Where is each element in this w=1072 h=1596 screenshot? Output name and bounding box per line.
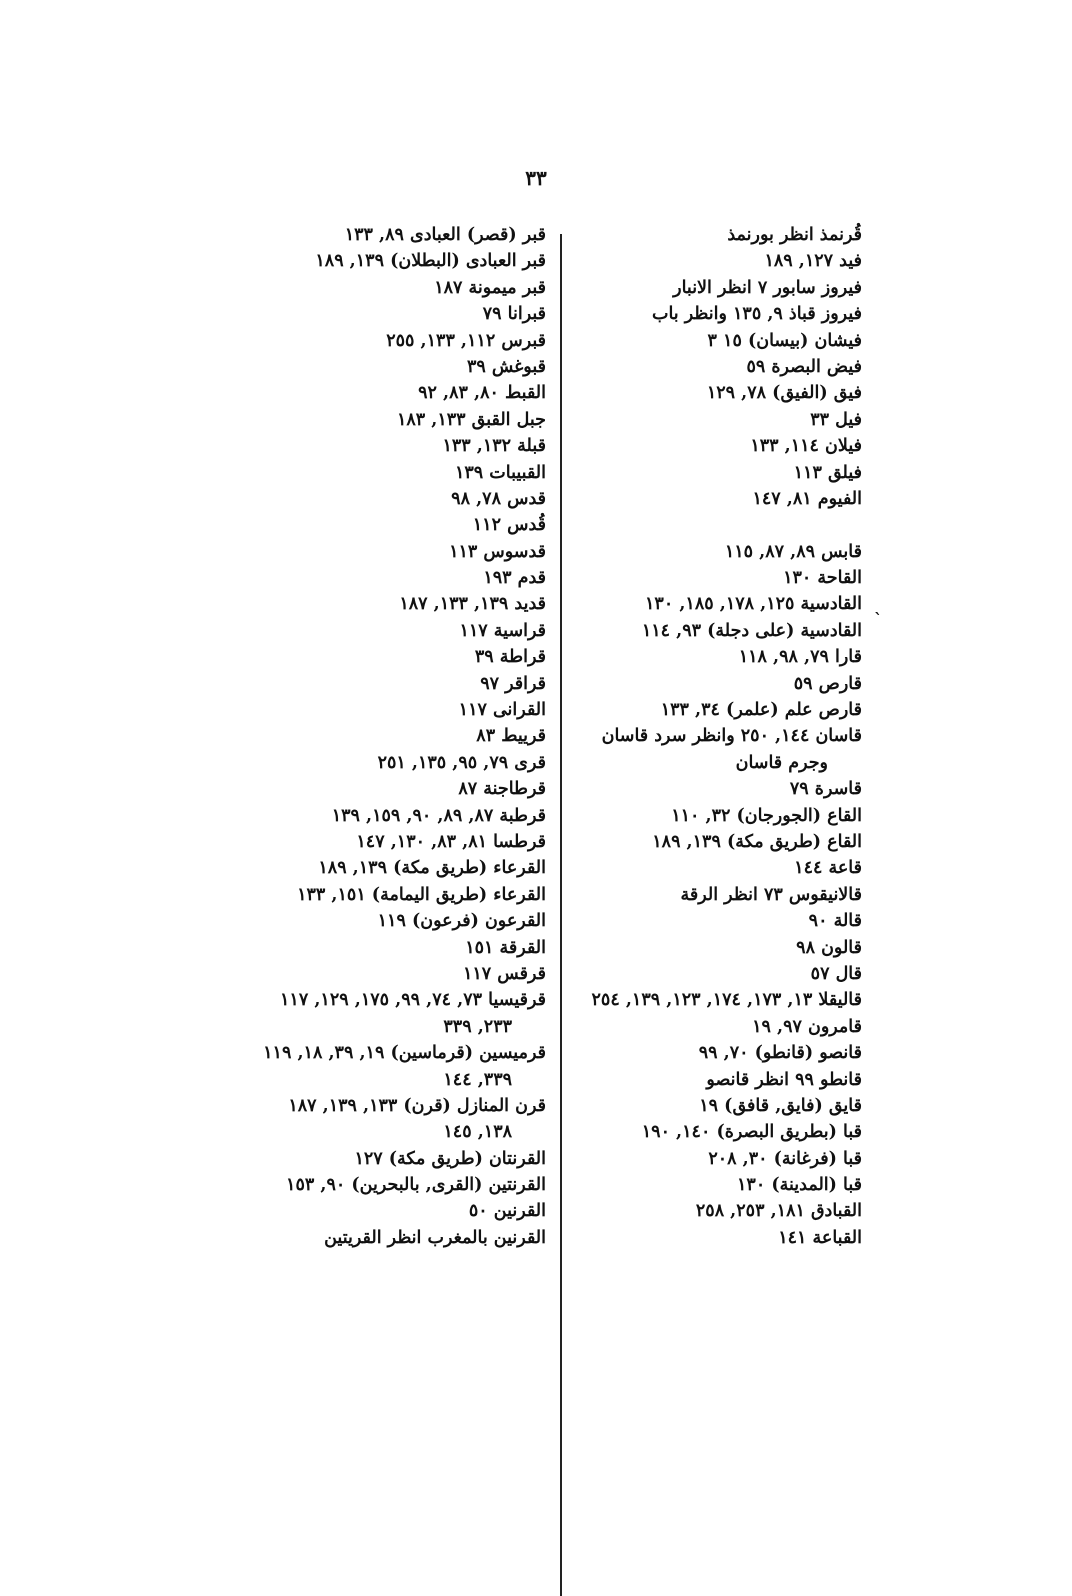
index-entry: قبوغش ٣٩ bbox=[466, 356, 546, 377]
index-entry: القرنتان (طريق مكة) ١٢٧ bbox=[354, 1148, 546, 1169]
index-entry: القرقة ١٥١ bbox=[465, 937, 546, 958]
index-entry: قارص علم (علمر) ٣٤, ١٣٣ bbox=[660, 700, 862, 721]
index-entry: قبلة ١٣٢, ١٣٣ bbox=[442, 436, 546, 457]
index-entry: قبا (بطريق البصرة) ١٤٠, ١٩٠ bbox=[641, 1122, 862, 1143]
index-entry: فيض البصرة ٥٩ bbox=[746, 356, 862, 377]
index-entry: الفيوم ٨١, ١٤٧ bbox=[752, 488, 862, 509]
column-divider bbox=[560, 234, 562, 1596]
index-entry: قايق (فايق, قافق) ١٩ bbox=[699, 1095, 862, 1116]
index-entry: قرى ٧٩, ٩٥, ١٣٥, ٢٥١ bbox=[377, 752, 546, 773]
index-entry: القرنين بالمغرب انظر القريتين bbox=[324, 1227, 546, 1248]
index-entry: القرعاء (طريق مكة) ١٣٩, ١٨٩ bbox=[318, 858, 546, 879]
index-entry: ٢٣٣, ٣٣٩ bbox=[443, 1016, 512, 1037]
index-entry: ٣٣٩, ١٤٤ bbox=[443, 1069, 512, 1090]
index-entry: فيلان ١١٤, ١٣٣ bbox=[750, 436, 862, 457]
index-entry: قبرس ١١٢, ١٣٣, ٢٥٥ bbox=[386, 330, 546, 351]
index-entry: قارا ٧٩, ٩٨, ١١٨ bbox=[738, 647, 862, 668]
index-entry: قرقيسيا ٧٣, ٧٤, ٩٩, ١٧٥, ١٢٩, ١١٧ bbox=[280, 990, 546, 1011]
index-entry: فيل ٣٣ bbox=[810, 409, 862, 430]
index-entry: قديد ١٣٩, ١٣٣, ١٨٧ bbox=[399, 594, 546, 615]
index-entry: قالانيقوس ٧٣ انظر الرقة bbox=[680, 884, 862, 905]
index-entry: قبر ميمونة ١٨٧ bbox=[434, 277, 546, 298]
index-entry: قدس ٧٨, ٩٨ bbox=[451, 488, 546, 509]
index-entry: قرييط ٨٣ bbox=[476, 726, 546, 747]
index-entry: فيق (الفيق) ٧٨, ١٢٩ bbox=[706, 383, 862, 404]
index-entry: القادسية (على دجلة) ٩٣, ١١٤ bbox=[641, 620, 862, 641]
index-entry: قرطاجنة ٨٧ bbox=[458, 779, 546, 800]
index-entry: قراطة ٣٩ bbox=[474, 647, 546, 668]
index-entry: قُدس ١١٢ bbox=[472, 515, 546, 536]
index-entry: قبر (قصر) العبادى ٨٩, ١٣٣ bbox=[344, 225, 546, 245]
index-entry: قانطو ٩٩ انظر قانصو bbox=[706, 1069, 862, 1090]
index-entry: قبر العبادى (البطلان) ١٣٩, ١٨٩ bbox=[315, 251, 546, 272]
index-entry: قُرنمذ انظر بورنمذ bbox=[727, 225, 862, 245]
index-entry: قبرانا ٧٩ bbox=[482, 304, 546, 325]
index-entry: فيروز قباذ ٩, ١٣٥ وانظر باب bbox=[651, 304, 862, 325]
index-entry: القادسية ١٢٥, ١٧٨, ١٨٥, ١٣٠ bbox=[645, 594, 862, 615]
index-entry: قرقس ١١٧ bbox=[463, 963, 546, 984]
index-entry: فيلق ١١٣ bbox=[793, 462, 862, 483]
index-entry: قانصو (قانطو) ٧٠, ٩٩ bbox=[698, 1043, 862, 1064]
index-column-right bbox=[562, 222, 862, 1251]
index-entry: قبا (فرغانة) ٣٠, ٢٠٨ bbox=[708, 1148, 862, 1169]
index-entry: القرنين ٥٠ bbox=[468, 1201, 546, 1222]
index-entry: القرانى ١١٧ bbox=[458, 700, 546, 721]
index-entry: قاعة ١٤٤ bbox=[794, 858, 862, 879]
index-column-left bbox=[256, 222, 546, 1251]
index-entry: القبط ٨٠, ٨٣, ٩٢ bbox=[418, 383, 546, 404]
index-entry: قرميسين (قرماسين) ١٩, ٣٩, ١٨, ١١٩ bbox=[263, 1043, 546, 1064]
index-entry: قابس ٨٩, ٨٧, ١١٥ bbox=[724, 541, 862, 562]
index-entry: القاحة ١٣٠ bbox=[783, 568, 862, 589]
index-entry: القرعون (فرعون) ١١٩ bbox=[377, 911, 546, 932]
index-entry: قرطسا ٨١, ٨٣, ١٣٠, ١٤٧ bbox=[356, 831, 546, 852]
index-entry: القبيبات ١٣٩ bbox=[455, 462, 546, 483]
index-entry: فيد ١٢٧, ١٨٩ bbox=[764, 251, 862, 272]
index-entry: القرعاء (طريق اليمامة) ١٥١, ١٣٣ bbox=[297, 884, 546, 905]
margin-mark: ` bbox=[874, 610, 882, 629]
index-entry: القرنتين (القرى, بالبحرين) ٩٠, ١٥٣ bbox=[286, 1175, 546, 1196]
index-entry: فيروز سابور ٧ انظر الانبار bbox=[673, 277, 862, 298]
index-entry: قدسوس ١١٣ bbox=[449, 541, 546, 562]
index-entry: قالون ٩٨ bbox=[796, 937, 862, 958]
index-entry: قاسان ١٤٤, ٢٥٠ وانظر سرد قاسان bbox=[601, 726, 862, 747]
index-entry: قال ٥٧ bbox=[810, 963, 862, 984]
index-entry: فيشان (بيسان) ١٥ ٣ bbox=[707, 330, 862, 351]
index-entry: القباعة ١٤١ bbox=[778, 1227, 862, 1248]
page-number: ٣٣ bbox=[525, 166, 547, 190]
index-entry: ١٣٨, ١٤٥ bbox=[443, 1122, 512, 1143]
index-entry: وجرم قاسان bbox=[735, 752, 828, 773]
index-entry: القبادق ١٨١, ٢٥٣, ٢٥٨ bbox=[695, 1201, 862, 1222]
index-entry: قاسرة ٧٩ bbox=[789, 779, 862, 800]
index-entry: القاع (طريق مكة) ١٣٩, ١٨٩ bbox=[652, 831, 862, 852]
index-entry: قامرون ٩٧, ١٩ bbox=[752, 1016, 862, 1037]
index-entry: القاع (الجورجان) ٣٢, ١١٠ bbox=[671, 805, 862, 826]
index-entry: قرن المنازل (قرن) ١٣٣, ١٣٩, ١٨٧ bbox=[288, 1095, 546, 1116]
index-entry: قارص ٥٩ bbox=[793, 673, 862, 694]
index-entry: قالة ٩٠ bbox=[808, 911, 862, 932]
index-entry: قبا (المدينة) ١٣٠ bbox=[737, 1175, 862, 1196]
index-entry: قراسية ١١٧ bbox=[459, 620, 546, 641]
index-entry: جبل القبق ١٣٣, ١٨٣ bbox=[396, 409, 546, 430]
index-entry: قراقر ٩٧ bbox=[480, 673, 546, 694]
index-entry bbox=[562, 512, 862, 538]
index-entry: قدم ١٩٣ bbox=[483, 568, 546, 589]
index-entry: قاليقلا ١٣, ١٧٣, ١٧٤, ١٢٣, ١٣٩, ٢٥٤ bbox=[591, 990, 862, 1011]
index-entry: قرطبة ٨٧, ٨٩, ٩٠, ١٥٩, ١٣٩ bbox=[331, 805, 546, 826]
